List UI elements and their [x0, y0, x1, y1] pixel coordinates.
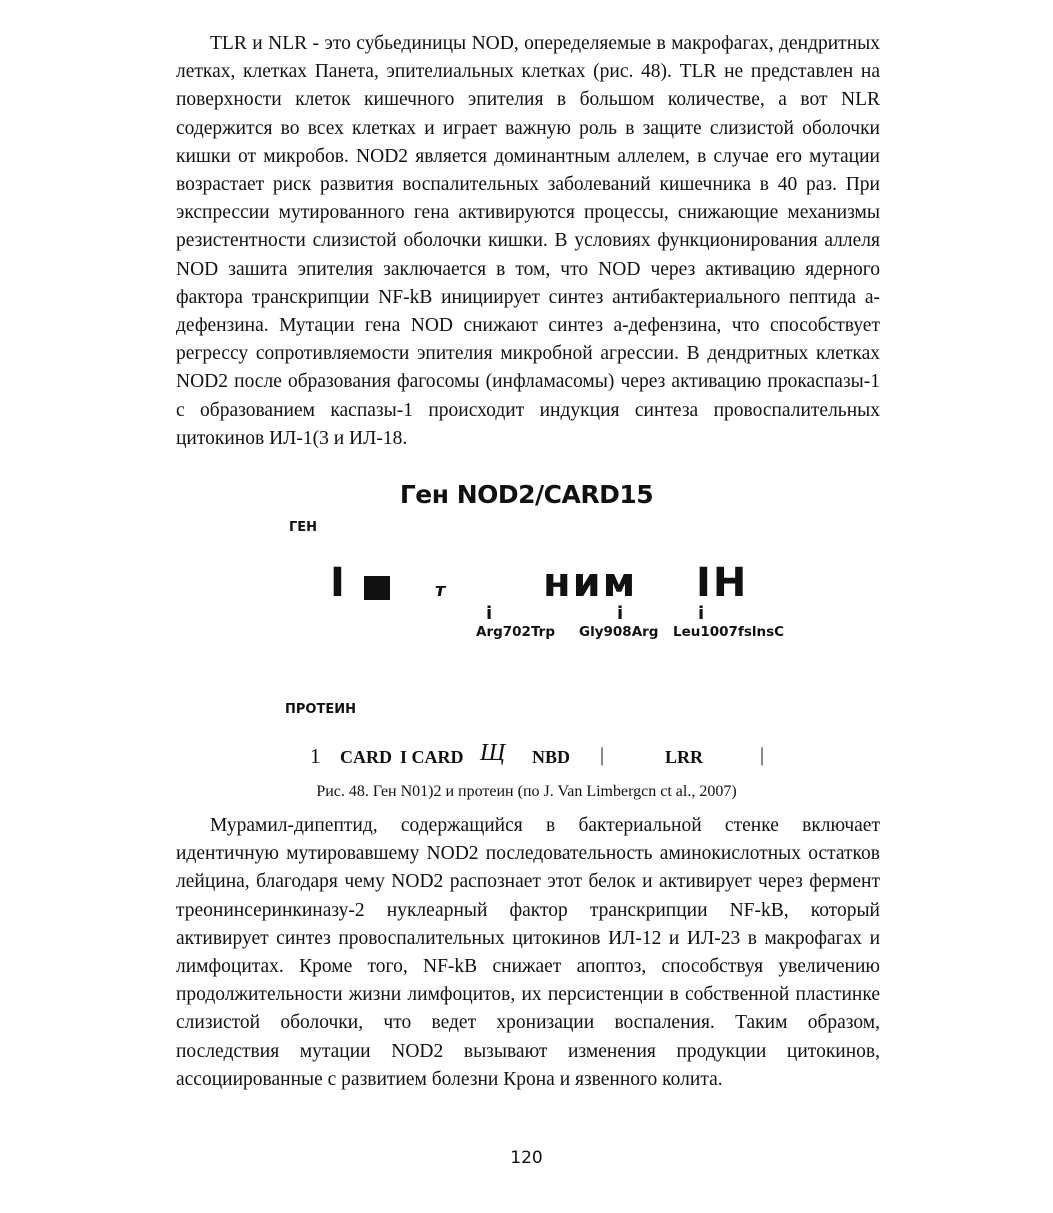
page-number: 120: [510, 1148, 543, 1168]
domain-glyph: Щ: [480, 740, 506, 766]
gene-exon-block: [364, 576, 390, 600]
gene-exon-bar: I: [330, 560, 345, 606]
figure-caption: Рис. 48. Ген N01)2 и протеин (по J. Van Limbergcn ct al., 2007): [316, 783, 737, 800]
body-paragraph-2: Мурамил-дипептид, содержащийся в бактериальной стенке включает идентичную мутировавшему NOD2 последовательность аминокислотных остатков лейцина, благодаря чему NOD2 распознает этот белок и активирует через фермент треонинсеринкиназу-2 нуклеарный фактор транскрипции NF-kB, который активирует синтез провоспалительных цитокинов ИЛ-12 и ИЛ-23 в макрофагах и лимфоцитах. Кроме того, NF-kB снижает апоптоз, способствуя увеличению продолжительности жизни лимфоцитов, их персистенции в собственной пластинке слизистой оболочки, что ведет хронизации воспаления. Таким образом, последствия мутации NOD2 вызывают изменения продукции цитокинов, ассоциированные с развитием болезни Крона и язвенного колита.: [176, 815, 880, 1090]
gene-exon-end: IН: [696, 560, 749, 606]
gene-exon-small: т: [435, 580, 446, 601]
domain-nbd: NBD: [532, 747, 571, 767]
domain-separator: |: [600, 744, 605, 766]
gene-label: ГЕН: [289, 520, 318, 535]
domain-separator: |: [760, 744, 765, 766]
gene-exon-cluster: ним: [543, 560, 638, 606]
body-paragraph-1: TLR и NLR - это субьединицы NOD, опеределяемые в макрофагах, дендритных летках, клетках Панета, эпителиальных клетках (рис. 48). TLR не представлен на поверхности клеток кишечного эпителия в большом количестве, а вот NLR содержится во всех клетках и играет важную роль в защите слизистой оболочки кишки от микробов. NOD2 является доминантным аллелем, в случае его мутации возрастает риск развития воспалительных заболеваний кишечника в 40 раз. При экспрессии мутированного гена активируются процессы, снижающие механизмы резистентности слизистой оболочки кишки. В условиях функционирования аллеля NOD зашита эпителия заключается в том, что NOD через активацию ядерного фактора транскрипции NF-kB инициирует синтез антибактериального пептида а-дефензина. Мутации гена NOD снижают синтез а-дефензина, что способствует регрессу сопротивляемости эпителия микробной агрессии. В дендритных клетках NOD2 после образования фагосомы (инфламасомы) через активацию прокаспазы-1 с образованием каспазы-1 происходит индукция синтеза провоспалительных цитокинов ИЛ-1(3 и ИЛ-18.: [176, 33, 880, 449]
domain-lrr: LRR: [665, 747, 704, 767]
mutation-marker: i: [698, 603, 705, 624]
protein-start: 1: [310, 744, 321, 768]
mutation-marker: i: [617, 603, 624, 624]
mutation-label: Leu1007fslnsC: [673, 624, 785, 640]
figure-title: Ген NOD2/CARD15: [399, 480, 654, 509]
domain-card-2: I CARD: [400, 747, 464, 767]
protein-label: ПРОТЕИН: [285, 702, 356, 717]
mutation-label: Gly908Arg: [579, 624, 659, 640]
mutation-marker: i: [486, 603, 493, 624]
domain-card-1: CARD: [340, 747, 392, 767]
mutation-label: Arg702Trp: [476, 624, 555, 640]
